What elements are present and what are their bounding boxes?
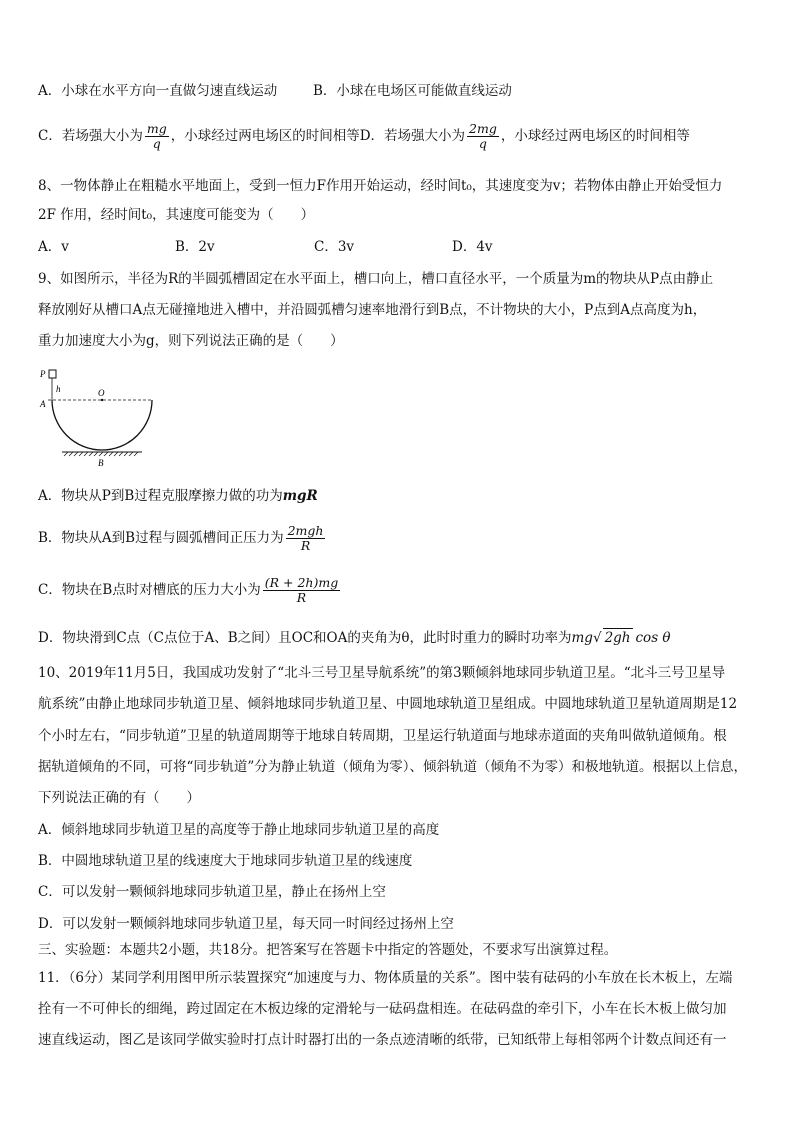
q11-stem-line2: 拴有一不可伸长的细绳，跨过固定在木板边缘的定滑轮与一砝码盘相连。在砝码盘的牵引下，小车在长木板上做匀加: [38, 1001, 727, 1017]
label-b: B: [98, 458, 104, 468]
q10-option-c: C．可以发射一颗倾斜地球同步轨道卫星，静止在扬州上空: [38, 884, 386, 900]
q9-option-b: B．物块从A到B过程与圆弧槽间正压力为 $\frac{\text{2mgh}}{R}$: [38, 523, 324, 553]
label-h: h: [56, 384, 61, 394]
ground-hatch: [64, 452, 138, 456]
center-point: [101, 399, 103, 401]
q10-stem-line1: 10、2019年11月5日，我国成功发射了“北斗三号卫星导航系统”的第3颗倾斜地球同步轨道卫星。“北斗三号卫星导: [38, 665, 726, 681]
q8-stem-line2: 2F 作用，经时间t₀，其速度可能变为（ ）: [38, 207, 315, 223]
q7-option-b: B．小球在电场区可能做直线运动: [313, 83, 512, 99]
q11-stem-line1: 11．（6分）某同学利用图甲所示装置探究“加速度与力、物体质量的关系”。图中装有砝码的小车放在长木板上，左端: [38, 970, 733, 986]
q10-stem-line2: 航系统”由静止地球同步轨道卫星、倾斜地球同步轨道卫星、中圆地球轨道卫星组成。中圆地球轨道卫星轨道周期是12: [38, 696, 738, 712]
q9-option-c: C．物块在B点时对槽底的压力大小为 $\frac{(R + 2h)mg}{R}$: [38, 575, 339, 605]
q10-stem-line3: 个小时左右，“同步轨道”卫星的轨道周期等于地球自转周期，卫星运行轨道面与地球赤道面的夹角叫做轨道倾角。根: [38, 728, 727, 744]
q10-stem-line4: 据轨道倾角的不同，可将“同步轨道”分为静止轨道（倾角为零）、倾斜轨道（倾角不为零）和极地轨道。根据以上信息，: [38, 759, 748, 775]
q10-stem-line5: 下列说法正确的有（ ）: [38, 790, 200, 806]
q11-stem-line3: 速直线运动，图乙是该同学做实验时打点计时器打出的一条点迹清晰的纸带，已知纸带上每相邻两个计数点间还有一: [38, 1032, 727, 1048]
q9-option-a: A．物块从P到B过程克服摩擦力做的功为mgR: [38, 488, 318, 504]
q8-option-a: A．v: [38, 239, 69, 255]
fraction: $\frac{mg}{q}$: [146, 121, 167, 151]
fraction: $\frac{2mg}{q}$: [469, 121, 497, 151]
q9-stem-line2: 释放刚好从槽口A点无碰撞地进入槽中，并沿圆弧槽匀速率地滑行到B点，不计物块的大小，P点到A点高度为h，: [38, 302, 707, 318]
q8-option-b: B．2v: [175, 239, 215, 255]
q10-option-a: A．倾斜地球同步轨道卫星的高度等于静止地球同步轨道卫星的高度: [38, 822, 440, 838]
label-a: A: [40, 399, 46, 409]
q9-option-d: D．物块滑到C点（C点位于A、B之间）且OC和OA的夹角为θ，此时时重力的瞬时功率为mg√ 2gh cos θ: [38, 630, 671, 646]
q9-stem-line1: 9、如图所示，半径为R的半圆弧槽固定在水平面上，槽口向上，槽口直径水平，一个质量为m的物块从P点由静止: [38, 271, 714, 287]
section-3-heading: 三、实验题：本题共2小题，共18分。把答案写在答题卡中指定的答题处，不要求写出演算过程。: [38, 942, 618, 958]
label-p: P: [40, 369, 46, 379]
semicircle-groove-figure: [38, 362, 163, 472]
fraction: $\frac{(R + 2h)mg}{R}$: [264, 575, 339, 605]
q8-option-d: D．4v: [452, 239, 493, 255]
q7-option-a: A．小球在水平方向一直做匀速直线运动: [38, 83, 278, 99]
q10-option-d: D．可以发射一颗倾斜地球同步轨道卫星，每天同一时间经过扬州上空: [38, 916, 454, 932]
block-p: [49, 370, 56, 378]
q10-option-b: B．中圆地球轨道卫星的线速度大于地球同步轨道卫星的线速度: [38, 853, 413, 869]
q7-option-c: C．若场强大小为 $\frac{mg}{q}$ ，小球经过两电场区的时间相等D．若场强大小为 $\frac{2mg}{q}$ ，小球经过两电场区的时间相等: [38, 121, 690, 151]
q9-stem-line3: 重力加速度大小为g，则下列说法正确的是（ ）: [38, 333, 344, 349]
semicircle-arc: [52, 400, 152, 450]
fraction: $\frac{\text{2mgh}}{R}$: [287, 523, 324, 553]
label-o: O: [98, 388, 105, 398]
q8-stem-line1: 8、一物体静止在粗糙水平地面上，受到一恒力F作用开始运动，经时间t₀，其速度变为v；若物体由静止开始受恒力: [38, 178, 723, 194]
q8-option-c: C．3v: [314, 239, 355, 255]
